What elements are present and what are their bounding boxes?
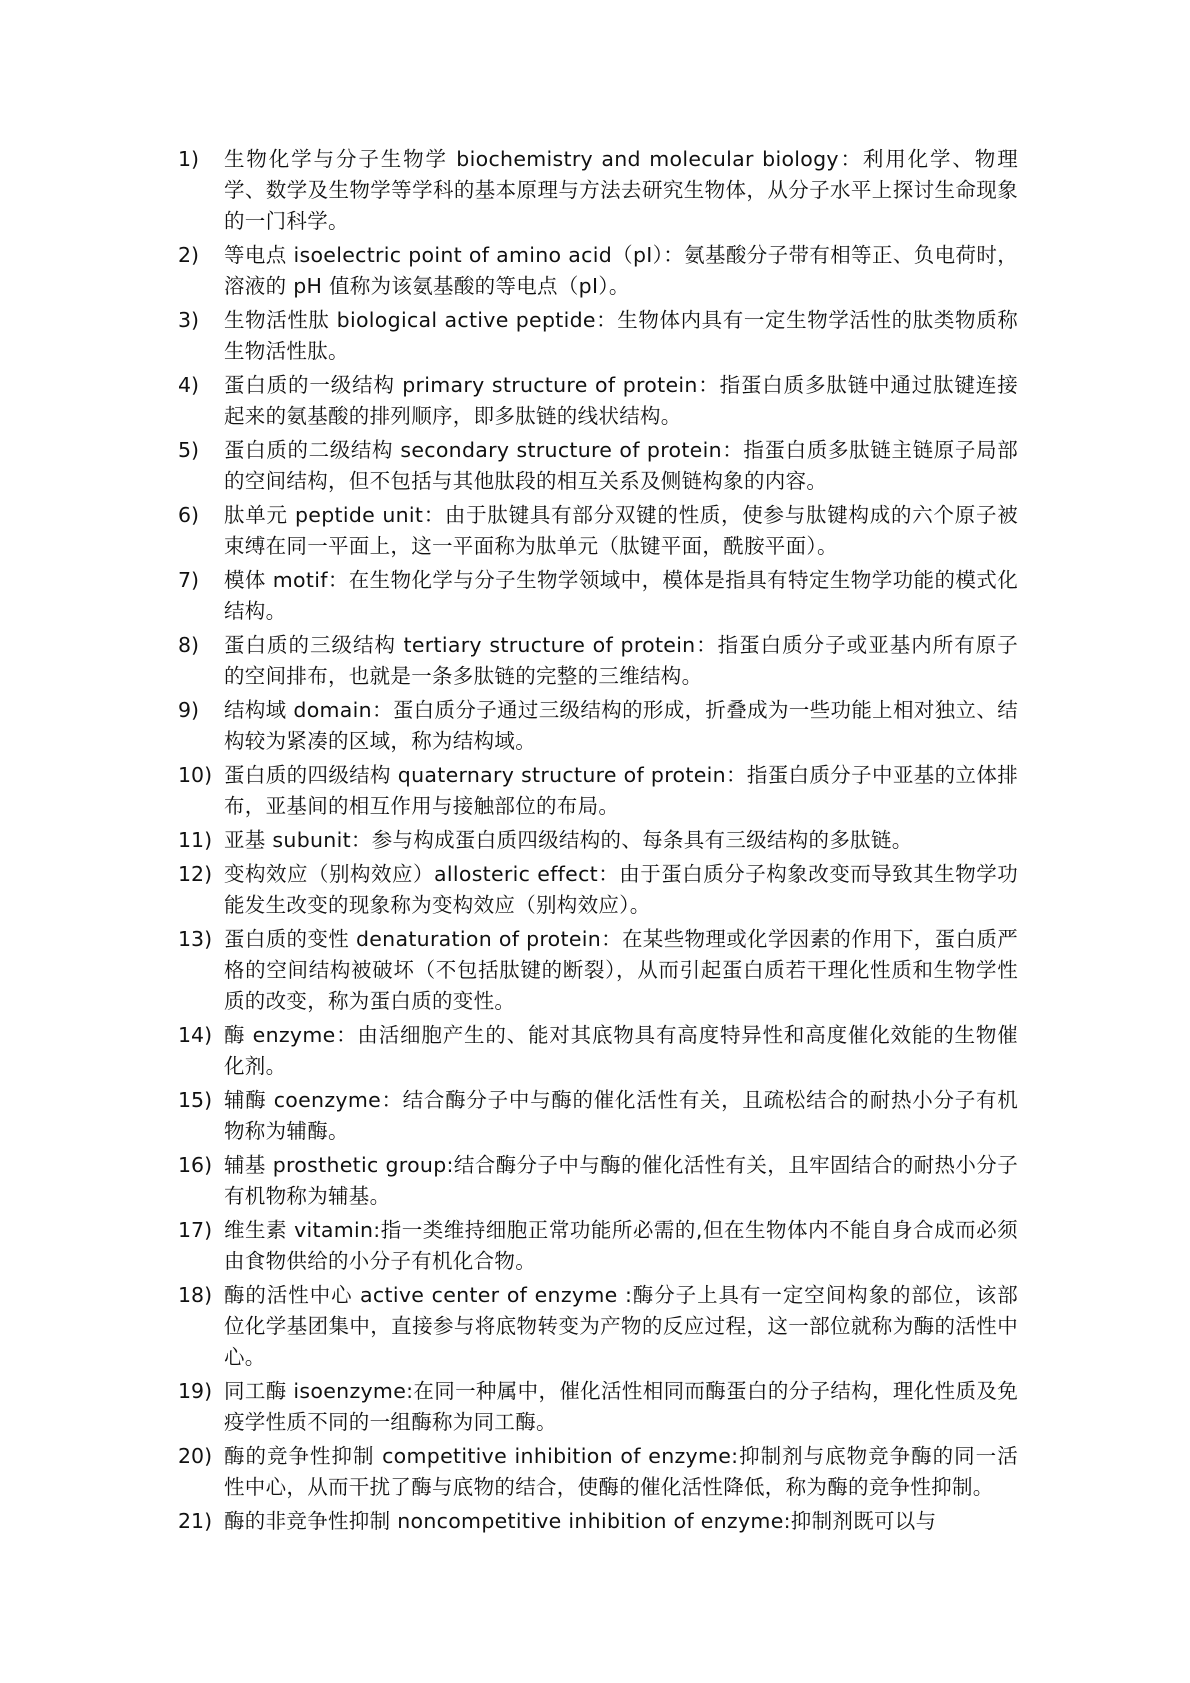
item-text: 变构效应（别构效应）allosteric effect：由于蛋白质分子构象改变而导致其生物学功能发生改变的现象称为变构效应（别构效应）。 — [224, 862, 1018, 917]
glossary-item — [178, 1376, 1018, 1438]
glossary-item — [178, 1020, 1018, 1082]
glossary-item — [178, 1215, 1018, 1277]
glossary-item — [178, 1280, 1018, 1373]
item-number: 3) — [178, 308, 200, 332]
item-text: 生物活性肽 biological active peptide：生物体内具有一定生物学活性的肽类物质称生物活性肽。 — [224, 308, 1018, 363]
item-number: 19) — [178, 1379, 213, 1403]
item-text: 蛋白质的三级结构 tertiary structure of protein：指蛋白质分子或亚基内所有原子的空间排布，也就是一条多肽链的完整的三维结构。 — [224, 633, 1018, 688]
item-number: 6) — [178, 503, 200, 527]
item-text: 酶 enzyme：由活细胞产生的、能对其底物具有高度特异性和高度催化效能的生物催化剂。 — [224, 1023, 1018, 1078]
item-text: 蛋白质的一级结构 primary structure of protein：指蛋白质多肽链中通过肽键连接起来的氨基酸的排列顺序，即多肽链的线状结构。 — [224, 373, 1018, 428]
item-number: 17) — [178, 1218, 213, 1242]
item-text: 同工酶 isoenzyme:在同一种属中，催化活性相同而酶蛋白的分子结构，理化性质及免疫学性质不同的一组酶称为同工酶。 — [224, 1379, 1018, 1434]
item-number: 5) — [178, 438, 200, 462]
item-number: 16) — [178, 1153, 213, 1177]
item-text: 生物化学与分子生物学 biochemistry and molecular biology：利用化学、物理学、数学及生物学等学科的基本原理与方法去研究生物体，从分子水平上探讨生命现象的一门科学。 — [224, 147, 1018, 233]
item-number: 13) — [178, 927, 213, 951]
glossary-item — [178, 630, 1018, 692]
glossary-item — [178, 695, 1018, 757]
glossary-item — [178, 370, 1018, 432]
item-number: 12) — [178, 862, 213, 886]
glossary-list — [178, 144, 1018, 1540]
glossary-item — [178, 305, 1018, 367]
item-text: 模体 motif：在生物化学与分子生物学领域中，模体是指具有特定生物学功能的模式化结构。 — [224, 568, 1018, 623]
glossary-item — [178, 825, 1018, 856]
item-text: 维生素 vitamin:指一类维持细胞正常功能所必需的,但在生物体内不能自身合成而必须由食物供给的小分子有机化合物。 — [224, 1218, 1018, 1273]
item-number: 4) — [178, 373, 200, 397]
item-text: 蛋白质的二级结构 secondary structure of protein：指蛋白质多肽链主链原子局部的空间结构，但不包括与其他肽段的相互关系及侧链构象的内容。 — [224, 438, 1018, 493]
item-text: 结构域 domain：蛋白质分子通过三级结构的形成，折叠成为一些功能上相对独立、结构较为紧凑的区域，称为结构域。 — [224, 698, 1018, 753]
item-text: 酶的竞争性抑制 competitive inhibition of enzyme:抑制剂与底物竞争酶的同一活性中心，从而干扰了酶与底物的结合，使酶的催化活性降低，称为酶的竞争性抑制。 — [224, 1444, 1018, 1499]
item-text: 等电点 isoelectric point of amino acid（pI）：氨基酸分子带有相等正、负电荷时，溶液的 pH 值称为该氨基酸的等电点（pI）。 — [224, 243, 1018, 298]
glossary-item — [178, 1441, 1018, 1503]
item-number: 15) — [178, 1088, 213, 1112]
glossary-item — [178, 1150, 1018, 1212]
glossary-item — [178, 1085, 1018, 1147]
item-text: 辅基 prosthetic group:结合酶分子中与酶的催化活性有关，且牢固结合的耐热小分子有机物称为辅基。 — [224, 1153, 1018, 1208]
item-number: 14) — [178, 1023, 213, 1047]
item-text: 亚基 subunit：参与构成蛋白质四级结构的、每条具有三级结构的多肽链。 — [224, 828, 913, 852]
item-number: 9) — [178, 698, 200, 722]
item-text: 肽单元 peptide unit：由于肽键具有部分双键的性质，使参与肽键构成的六个原子被束缚在同一平面上，这一平面称为肽单元（肽键平面，酰胺平面）。 — [224, 503, 1018, 558]
glossary-item — [178, 760, 1018, 822]
item-number: 11) — [178, 828, 213, 852]
item-number: 7) — [178, 568, 200, 592]
glossary-item — [178, 144, 1018, 237]
glossary-item — [178, 500, 1018, 562]
item-number: 18) — [178, 1283, 213, 1307]
item-number: 8) — [178, 633, 200, 657]
item-number: 10) — [178, 763, 213, 787]
glossary-item — [178, 565, 1018, 627]
glossary-item — [178, 924, 1018, 1017]
item-number: 1) — [178, 147, 200, 171]
item-text: 酶的活性中心 active center of enzyme :酶分子上具有一定空间构象的部位，该部位化学基团集中，直接参与将底物转变为产物的反应过程，这一部位就称为酶的活性中心。 — [224, 1283, 1018, 1369]
item-number: 20) — [178, 1444, 213, 1468]
glossary-item — [178, 435, 1018, 497]
item-text: 酶的非竞争性抑制 noncompetitive inhibition of enzyme:抑制剂既可以与 — [224, 1509, 937, 1533]
item-text: 辅酶 coenzyme：结合酶分子中与酶的催化活性有关，且疏松结合的耐热小分子有机物称为辅酶。 — [224, 1088, 1018, 1143]
glossary-item — [178, 240, 1018, 302]
item-number: 21) — [178, 1509, 213, 1533]
glossary-item — [178, 1506, 1018, 1537]
item-text: 蛋白质的变性 denaturation of protein：在某些物理或化学因素的作用下，蛋白质严格的空间结构被破坏（不包括肽键的断裂），从而引起蛋白质若干理化性质和生物学性质的改变，称为蛋白质的变性。 — [224, 927, 1018, 1013]
item-number: 2) — [178, 243, 200, 267]
glossary-item — [178, 859, 1018, 921]
item-text: 蛋白质的四级结构 quaternary structure of protein：指蛋白质分子中亚基的立体排布，亚基间的相互作用与接触部位的布局。 — [224, 763, 1018, 818]
